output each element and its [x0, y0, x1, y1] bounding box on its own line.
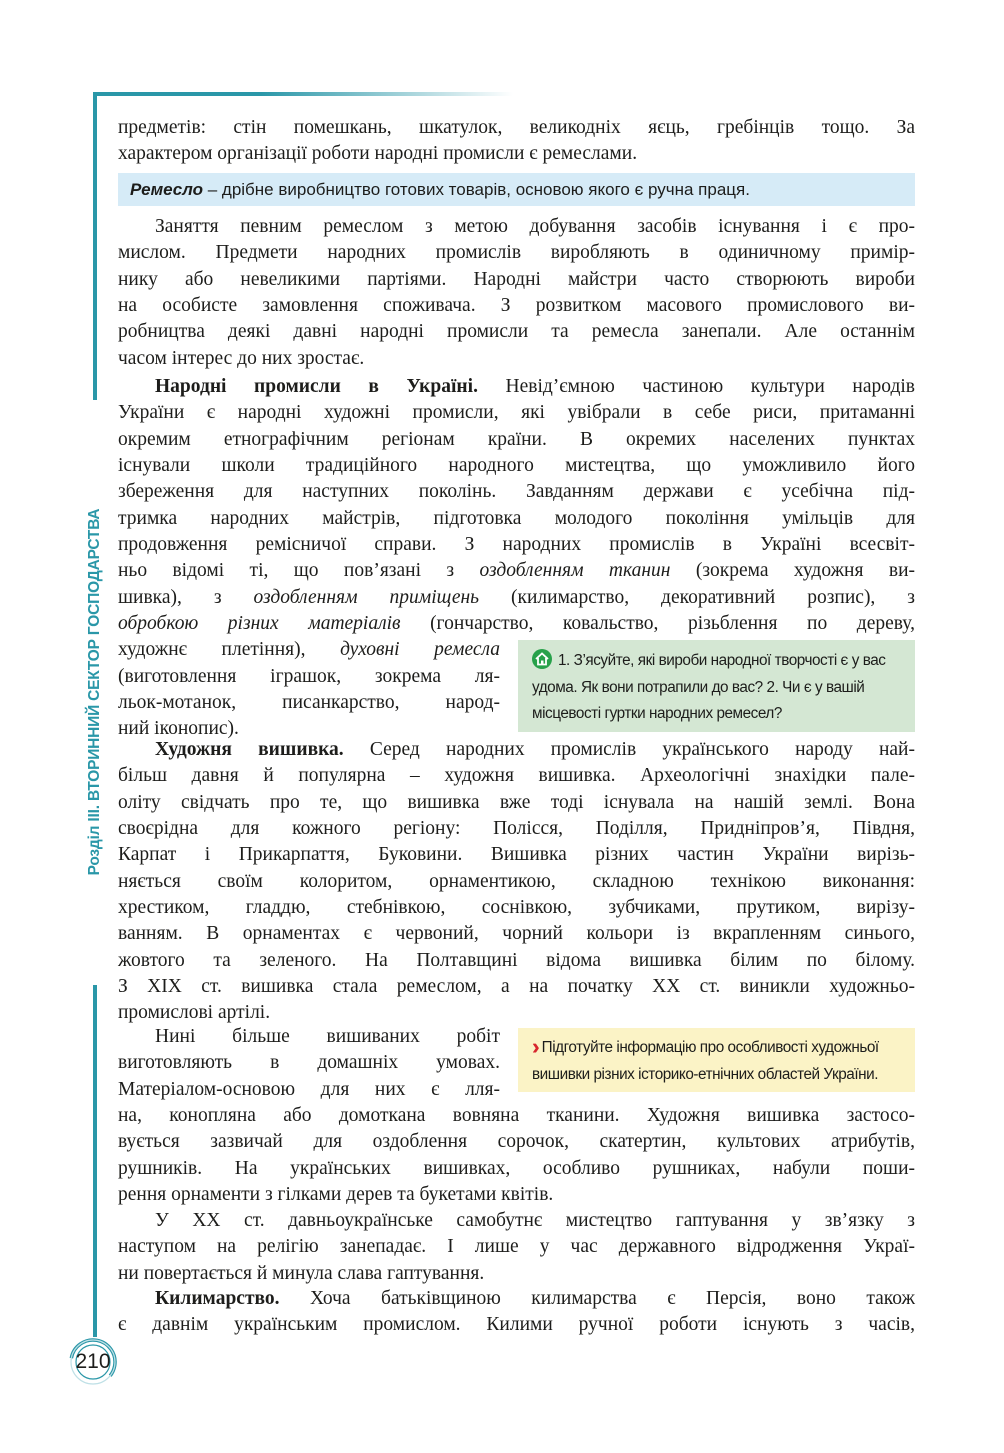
text-run: ньо відомі ті, що пов’язані з [118, 560, 480, 582]
text-line [118, 400, 915, 426]
text-run: ни повертається й минула слава гаптування. [118, 1262, 485, 1284]
text-run: хрестиком, гладдю, стебнівкою, соснівкою, зубчиками, прутиком, вирізу- [118, 897, 915, 919]
text-line [118, 1312, 915, 1338]
definition-term: Ремесло [130, 180, 203, 199]
text-run: вується зазвичай для оздоблення сорочок, скатертин, культових атрибутів, [118, 1131, 915, 1153]
text-line [118, 690, 500, 716]
bold-heading: Художня вишивка. [155, 739, 344, 760]
italic-term: духовні ремесла [340, 639, 500, 661]
text-run: Нині більше вишиваних робіт [155, 1026, 500, 1047]
text-line [118, 1103, 915, 1129]
text-run: часом інтерес до них зростає. [118, 347, 365, 369]
margin-rule-bottom [93, 985, 97, 1337]
paragraph [118, 737, 915, 1027]
text-line [118, 664, 500, 690]
text-line [118, 585, 915, 611]
text-line [118, 1129, 915, 1155]
text-line [118, 479, 915, 505]
text-line [118, 921, 915, 947]
text-run: (килимарство, декоративний розпис), з [479, 586, 915, 608]
text-line [118, 453, 915, 479]
text-line [118, 1077, 500, 1103]
home-question-box [518, 640, 915, 732]
text-run: Серед народних промислів українського народу най- [343, 739, 915, 760]
text-line [118, 214, 915, 240]
page-number-badge [68, 1337, 118, 1387]
text-run: рення орнаменти з гілками дерев та букетами квітів. [118, 1184, 554, 1206]
text-run: (гончарство, ковальство, різьблення по дереву, [400, 613, 915, 635]
text-run: льок-мотанок, писанкарство, народ- [118, 692, 500, 714]
definition-box [118, 173, 915, 206]
paragraph [118, 1208, 915, 1287]
bold-heading: Народні промисли в Україні. [155, 376, 478, 397]
text-run: продовження ремісничої справи. З народних промислів в Україні всесвіт- [118, 534, 915, 556]
double-chevron-icon: ›› [532, 1034, 533, 1059]
header-rule [93, 92, 513, 96]
text-line [118, 1050, 500, 1076]
text-line [118, 869, 915, 895]
text-run: У XX ст. давньоукраїнське самобутнє мистецтво гаптування у зв’язку з [155, 1210, 915, 1231]
home-question-text: 1. З’ясуйте, які вироби народної творчості є у вас удома. Як вони потрапили до вас? 2. Чи є у вашій місцевості гуртки народних ремесел? [532, 652, 886, 722]
text-run: нику або невеликими партіями. Народні майстри часто створюють вироби [118, 268, 915, 290]
text-line [118, 346, 915, 372]
text-line [118, 319, 915, 345]
text-run: існували школи традиційного народного мистецтва, що уможливило його [118, 455, 915, 477]
text-line [118, 240, 915, 266]
text-run: робництва деякі давні народні промисли та ремесла занепали. Але останнім [118, 321, 915, 343]
margin-rule-top [93, 92, 97, 400]
page-number: 210 [75, 1350, 111, 1373]
text-line [118, 558, 915, 584]
text-run: наступом на релігію занепадає. І лише у час державного відродження Украї- [118, 1236, 915, 1258]
text-run: окремим етнографічним регіонам країни. В окремих населених пунктах [118, 428, 915, 450]
text-line [118, 532, 915, 558]
text-line [118, 895, 915, 921]
text-line [118, 1286, 915, 1312]
text-line [118, 293, 915, 319]
text-run: є давнім українським промислом. Килими ручної роботи існують з часів, [118, 1314, 915, 1336]
text-run: жовтого та зеленого. На Полтавщині відома вишивка білим по білому. [118, 949, 915, 971]
italic-term: оздобленням приміщень [253, 586, 480, 608]
bold-heading: Килимарство. [155, 1288, 280, 1309]
text-line [118, 1000, 915, 1026]
task-text: Підготуйте інформацію про особливості художньої вишивки різних історико-етнічних областей України. [532, 1039, 879, 1083]
text-line [118, 790, 915, 816]
text-run: (виготовлення іграшок, зокрема ля- [118, 665, 500, 687]
text-run: ний іконопис). [118, 718, 239, 740]
text-line [118, 1156, 915, 1182]
text-run: няється своїм колоритом, орнаментикою, складною технікою виконання: [118, 870, 915, 892]
text-run: Хоча батьківщиною килимарства є Персія, воно також [279, 1288, 915, 1309]
text-line [118, 1024, 500, 1050]
section-label: Розділ III. ВТОРИННИЙ СЕКТОР ГОСПОДАРСТВА [86, 508, 103, 876]
text-line [118, 737, 915, 763]
text-run: тримка народних майстрів, підготовка молодого покоління умільців для [118, 507, 915, 529]
text-line [118, 267, 915, 293]
italic-term: оздобленням тканин [479, 560, 671, 582]
text-run: Заняття певним ремеслом з метою добування засобів існування і є про- [155, 216, 915, 237]
text-run: Карпат і Прикарпаття, Буковини. Вишивка різних частин України вирізь- [118, 844, 915, 866]
text-line [118, 1234, 915, 1260]
text-run: оліту свідчать про те, що вишивка вже тоді існувала на нашій землі. Вона [118, 791, 915, 813]
text-run: промислові артілі. [118, 1002, 271, 1024]
text-run: на, конопляна або домоткана вовняна тканини. Художня вишивка застосо- [118, 1105, 915, 1127]
text-run: Невід’ємною частиною культури народів [477, 376, 915, 397]
text-line [118, 1182, 915, 1208]
text-run: України є народні художні промисли, які увібрали в себе риси, притаманні [118, 402, 915, 424]
text-run: на особисте замовлення споживача. З розвитком масового промислового ви- [118, 295, 915, 317]
text-run: шивка), з [118, 586, 254, 608]
text-run: Матеріалом-основою для них є лля- [118, 1078, 500, 1100]
paragraph [118, 214, 915, 372]
text-run: характером організації роботи народні промисли є ремеслами. [118, 143, 638, 165]
text-line [118, 374, 915, 400]
paragraph [118, 115, 915, 168]
text-line [118, 842, 915, 868]
text-line [118, 427, 915, 453]
text-line [118, 948, 915, 974]
text-run: рушників. На українських вишивках, особливо рушниках, набули поши- [118, 1157, 915, 1179]
text-line [118, 1261, 915, 1287]
text-line [118, 141, 915, 167]
text-run: збереження для наступних поколінь. Завданням держави є усебічна під- [118, 481, 915, 503]
task-box [518, 1028, 915, 1092]
text-run: (зокрема художня ви- [670, 560, 915, 582]
text-run: виготовляють в домашніх умовах. [118, 1052, 500, 1074]
text-line [118, 115, 915, 141]
text-line [118, 637, 500, 663]
definition-text: – дрібне виробництво готових товарів, основою якого є ручна праця. [203, 180, 750, 199]
text-run: художнє плетіння), [118, 639, 341, 661]
text-line [118, 763, 915, 789]
text-run: своєрідна для кожного регіону: Полісся, Поділля, Придніпров’я, Півдня, [118, 818, 915, 840]
house-icon [532, 649, 552, 669]
italic-term: обробкою різних матеріалів [118, 613, 401, 635]
text-line [118, 974, 915, 1000]
text-line [118, 611, 915, 637]
text-line [118, 1208, 915, 1234]
text-run: мислом. Предмети народних промислів виробляють в одиничному примір- [118, 242, 915, 264]
text-run: ванням. В орнаментах є червоний, чорний кольори із вкрапленням синього, [118, 923, 915, 945]
text-run: предметів: стін помешкань, шкатулок, великодніх яєць, гребінців тощо. За [118, 117, 915, 138]
text-run: більш давня й популярна – художня вишивка. Археологічні знахідки пале- [118, 765, 915, 787]
text-line [118, 816, 915, 842]
text-run: З XIX ст. вишивка стала ремеслом, а на початку XX ст. виникли художньо- [118, 976, 915, 998]
text-line [118, 506, 915, 532]
paragraph [118, 1286, 915, 1339]
